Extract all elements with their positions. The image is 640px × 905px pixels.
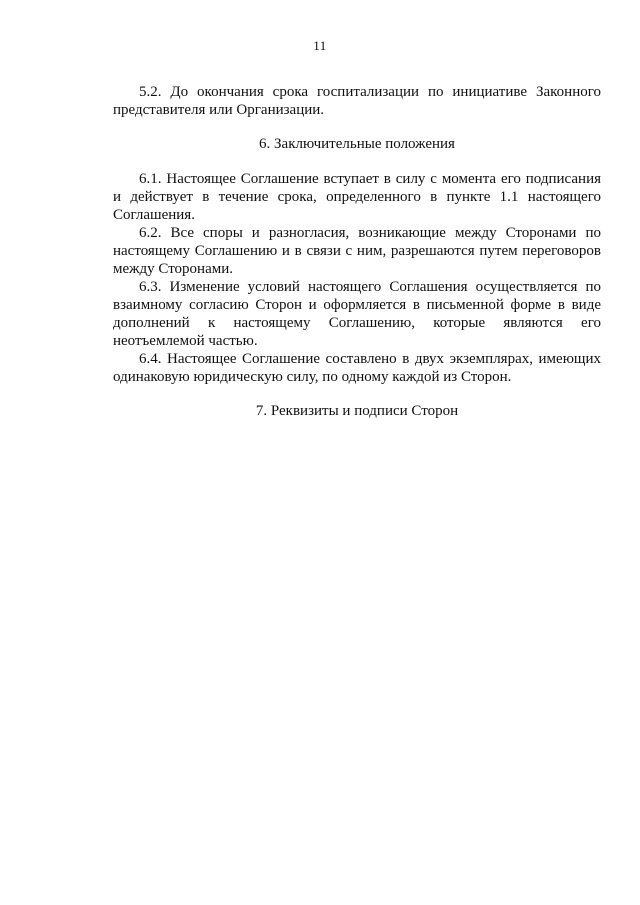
clause-6-3: 6.3. Изменение условий настоящего Соглашения осуществляется по взаимному согласию Сторон и оформляется в письменной форме в виде дополнений к настоящему Соглашению, которые являются его неотъемлемой частью. bbox=[113, 279, 601, 349]
page-number: 11 bbox=[313, 38, 327, 53]
clause-6-2: 6.2. Все споры и разногласия, возникающие между Сторонами по настоящему Соглашению и в связи с ним, разрешаются путем переговоров между Сторонами. bbox=[113, 225, 601, 277]
section-heading-7: 7. Реквизиты и подписи Сторон bbox=[255, 403, 459, 419]
document-body bbox=[113, 83, 601, 420]
clause-6-4: 6.4. Настоящее Соглашение составлено в двух экземплярах, имеющих одинаковую юридическую силу, по одному каждой из Сторон. bbox=[113, 351, 601, 385]
clause-6-1: 6.1. Настоящее Соглашение вступает в силу с момента его подписания и действует в течение срока, определенного в пункте 1.1 настоящего Соглашения. bbox=[113, 171, 601, 223]
clause-5-2: 5.2. До окончания срока госпитализации по инициативе Законного представителя или Организации. bbox=[113, 84, 601, 118]
section-heading-6: 6. Заключительные положения bbox=[259, 136, 455, 152]
